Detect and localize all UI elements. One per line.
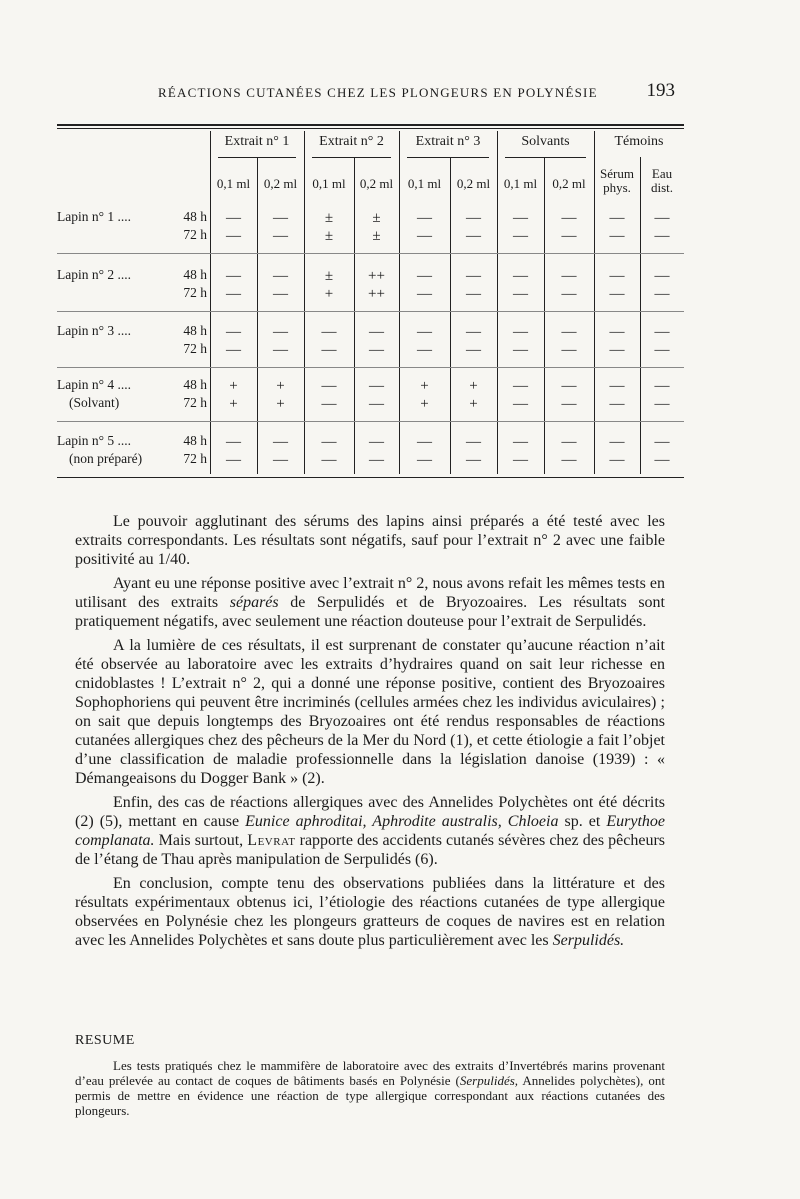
table-cell: —: [369, 452, 384, 468]
table-cell: +: [469, 396, 478, 412]
table-cell: —: [417, 342, 432, 358]
resume-title: RESUME: [75, 1033, 135, 1048]
table-cell: —: [226, 452, 241, 468]
table-cell: —: [654, 434, 670, 450]
table-cell: —: [417, 452, 432, 468]
table-cell: —: [226, 210, 241, 226]
table-cell: —: [513, 434, 528, 450]
table-cell: —: [466, 342, 481, 358]
table-cell: —: [466, 228, 481, 244]
table-cell: —: [466, 452, 481, 468]
running-header: [75, 80, 675, 104]
table-cell: —: [513, 210, 528, 226]
table-cell: ±: [324, 228, 334, 244]
table-top-rule: [57, 124, 684, 126]
table-cell: +: [229, 378, 238, 394]
table-cell: —: [466, 268, 481, 284]
resume-text: Les tests pratiqués chez le mammifère de laboratoire avec des extraits d’Invertébrés marins provenant d’eau prélevée au contact de coques de bâtiments basés en Polynésie (Serpulidés, Annelides polychètes), ont permis de mettre en évidence une réaction de type allergique correspondant aux réactions cutanées des plongeurs.: [75, 1058, 665, 1118]
table-cell: —: [321, 342, 337, 358]
table-cell: —: [466, 286, 481, 302]
table-cell: —: [273, 324, 288, 340]
table-cell: —: [417, 434, 432, 450]
body-text: [75, 512, 665, 955]
table-cell: —: [609, 210, 625, 226]
row-sublabel: (Solvant): [69, 395, 120, 410]
table-cell: —: [654, 324, 670, 340]
table-cell: —: [369, 396, 384, 412]
paragraph-2: Ayant eu une réponse positive avec l’extrait n° 2, nous avons refait les mêmes tests en utilisant des extraits séparés de Serpulidés et de Bryozoaires. Les résultats sont pratiquement négatifs, avec seulement une réaction douteuse pour l’extrait de Serpulidés.: [75, 575, 665, 630]
group-header: Extrait n° 2: [319, 134, 384, 149]
table-cell: —: [226, 228, 241, 244]
table-cell: +: [469, 378, 478, 394]
table-cell: —: [466, 324, 481, 340]
col-divider: [640, 157, 641, 474]
table-cell: —: [513, 452, 528, 468]
table-cell: —: [513, 286, 528, 302]
table-cell: —: [226, 324, 241, 340]
table-cell: —: [654, 452, 670, 468]
table-cell: —: [609, 452, 625, 468]
group-header: Extrait n° 3: [415, 134, 481, 149]
row-divider: [57, 253, 684, 254]
table-cell: +: [420, 396, 429, 412]
table-cell: ±: [324, 210, 334, 226]
table-cell: —: [466, 210, 481, 226]
table-cell: —: [561, 286, 577, 302]
sub-header: 0,2 ml: [359, 176, 394, 191]
table-cell: —: [609, 268, 625, 284]
table-cell: —: [654, 228, 670, 244]
table-cell: ±: [372, 210, 381, 226]
table-cell: —: [321, 396, 337, 412]
row-time: 72 h: [183, 341, 207, 356]
col-divider: [450, 157, 451, 474]
table-cell: —: [273, 286, 288, 302]
table-cell: —: [561, 268, 577, 284]
row-time: 48 h: [183, 323, 207, 338]
paragraph-4: Enfin, des cas de réactions allergiques avec des Annelides Polychètes ont été décrits (2) (5), mettant en cause Eunice aphroditai, Aphrodite australis, Chloeia sp. et Eurythoe complanata. Mais surtout, Levrat rapporte des accidents cutanés sévères chez des pêcheurs de l’étang de Thau après manipulation de Serpulidés (6).: [75, 794, 665, 868]
table-cell: —: [513, 342, 528, 358]
table-cell: —: [513, 378, 528, 394]
table-cell: —: [417, 210, 432, 226]
table-cell: —: [609, 324, 625, 340]
table-cell: —: [321, 434, 337, 450]
table-cell: —: [561, 452, 577, 468]
row-time: 48 h: [183, 209, 207, 224]
row-time: 48 h: [183, 433, 207, 448]
group-header: Témoins: [614, 134, 664, 149]
table-cell: —: [417, 268, 432, 284]
group-underline: [312, 157, 391, 158]
group-underline: [407, 157, 489, 158]
paragraph-3: A la lumière de ces résultats, il est surprenant de constater qu’aucune réaction n’ait été observée au laboratoire avec les extraits d’hydraires quand on sait leur richesse en cnidoblastes ! L’extrait n° 2, qui a donné une réponse positive, contient des Bryozoaires Sophophoriens qui peuvent être incriminés (cellules armées chez les individus aviculaires) ; on sait que depuis longtemps des Bryozoaires ont été rendus responsables de réactions cutanées allergiques chez des pêcheurs de la Mer du Nord (1), et cette étiologie a fait l’objet d’une classification de maladie professionnelle dans la législation danoise (1939) : « Démangeaisons du Dogger Bank » (2).: [75, 637, 665, 787]
table-cell: —: [226, 342, 241, 358]
col-divider: [544, 157, 545, 474]
row-time: 72 h: [183, 395, 207, 410]
table-cell: —: [654, 286, 670, 302]
row-divider: [57, 311, 684, 312]
table-bottom-rule: [57, 477, 684, 478]
table-cell: —: [273, 342, 288, 358]
table-cell: —: [466, 434, 481, 450]
row-sublabel: (non préparé): [69, 451, 143, 466]
table-cell: —: [609, 396, 625, 412]
table-cell: —: [273, 228, 288, 244]
table-cell: —: [654, 210, 670, 226]
table-cell: —: [417, 286, 432, 302]
table-cell: —: [513, 268, 528, 284]
table-cell: —: [561, 378, 577, 394]
table-cell: —: [654, 396, 670, 412]
row-label: Lapin n° 1 ....: [57, 209, 132, 224]
table-cell: —: [417, 324, 432, 340]
table-cell: —: [609, 378, 625, 394]
table-cell: —: [654, 342, 670, 358]
table-cell: —: [369, 324, 384, 340]
sub-header: 0,2 ml: [263, 176, 298, 191]
sub-header: 0,1 ml: [312, 176, 346, 191]
table-cell: —: [561, 324, 577, 340]
row-label: Lapin n° 4 ....: [57, 377, 132, 392]
table-cell: —: [369, 342, 384, 358]
results-table: [57, 127, 684, 477]
table-cell: —: [513, 228, 528, 244]
table-cell: —: [226, 268, 241, 284]
table-cell: —: [226, 434, 241, 450]
table-cell: ++: [368, 268, 385, 284]
table-cell: —: [561, 396, 577, 412]
table-cell: —: [609, 228, 625, 244]
page-number: 193: [646, 80, 675, 101]
row-time: 48 h: [183, 377, 207, 392]
sub-header: 0,1 ml: [407, 176, 442, 191]
table-cell: —: [561, 434, 577, 450]
table-cell: —: [273, 452, 288, 468]
table-cell: —: [609, 342, 625, 358]
table-cell: —: [417, 228, 432, 244]
table-cell: —: [321, 452, 337, 468]
table-cell: —: [369, 434, 384, 450]
table-cell: —: [321, 378, 337, 394]
table-cell: —: [369, 378, 384, 394]
row-label: Lapin n° 2 ....: [57, 267, 132, 282]
row-time: 72 h: [183, 285, 207, 300]
table-cell: —: [513, 396, 528, 412]
table-cell: —: [654, 268, 670, 284]
group-underline: [505, 157, 586, 158]
paragraph-1: Le pouvoir agglutinant des sérums des lapins ainsi préparés a été testé avec les extraits correspondants. Les résultats sont négatifs, sauf pour l’extrait n° 2 avec une faible positivité au 1/40.: [75, 513, 665, 568]
sub-header: 0,1 ml: [503, 176, 538, 191]
table-cell: +: [420, 378, 429, 394]
row-time: 72 h: [183, 227, 207, 242]
table-cell: ±: [372, 228, 381, 244]
table-cell: +: [324, 286, 334, 302]
table-cell: —: [561, 210, 577, 226]
row-time: 48 h: [183, 267, 207, 282]
author-name: Levrat: [247, 832, 296, 849]
group-header: Solvants: [521, 134, 570, 149]
sub-header-temoins: Eau dist.: [650, 166, 674, 195]
sub-header: 0,2 ml: [552, 176, 586, 191]
running-title: RÉACTIONS CUTANÉES CHEZ LES PLONGEURS EN POLYNÉSIE: [158, 85, 598, 100]
table-cell: —: [654, 378, 670, 394]
table-cell: +: [276, 396, 285, 412]
table-cell: —: [273, 434, 288, 450]
table-cell: +: [229, 396, 238, 412]
table-cell: —: [273, 210, 288, 226]
table-cell: —: [273, 268, 288, 284]
col-divider: [354, 157, 355, 474]
col-divider: [257, 157, 258, 474]
row-time: 72 h: [183, 451, 207, 466]
sub-header-temoins: Sérum phys.: [600, 166, 634, 195]
table-cell: ±: [324, 268, 334, 284]
sub-header: 0,1 ml: [216, 176, 251, 191]
sub-header: 0,2 ml: [456, 176, 491, 191]
row-label: Lapin n° 5 ....: [57, 433, 132, 448]
table-cell: —: [321, 324, 337, 340]
table-cell: —: [609, 434, 625, 450]
table-cell: —: [226, 286, 241, 302]
row-divider: [57, 367, 684, 368]
table-cell: —: [609, 286, 625, 302]
paragraph-5: En conclusion, compte tenu des observations publiées dans la littérature et des résultats expérimentaux obtenus ici, l’étiologie des réactions cutanées de type allergique observées en Polynésie chez les plongeurs gratteurs de coques de navires est en relation avec les Annelides Polychètes et sans doute plus particulièrement avec les Serpulidés.: [75, 875, 665, 949]
row-label: Lapin n° 3 ....: [57, 323, 132, 338]
table-cell: —: [561, 228, 577, 244]
group-header: Extrait n° 1: [224, 134, 290, 149]
table-cell: ++: [368, 286, 385, 302]
table-cell: —: [513, 324, 528, 340]
table-cell: +: [276, 378, 285, 394]
table-cell: —: [561, 342, 577, 358]
row-divider: [57, 421, 684, 422]
